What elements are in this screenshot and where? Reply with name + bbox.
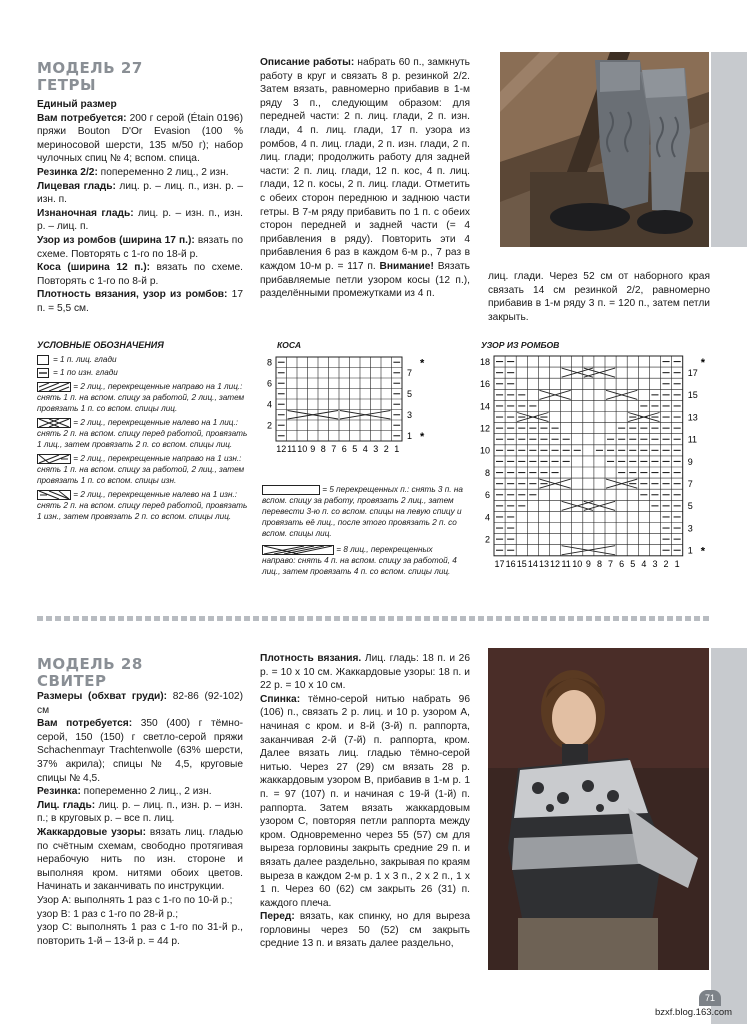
pattern-c-text: узор C: выполнять 1 раз с 1-го по 31-й р., повторить 1-й – 13-й р. = 44 р. xyxy=(37,922,243,947)
cable-text: вязать по схеме. Повторять с 1-го по 8-й р. xyxy=(37,262,243,287)
sizes-label: Размеры (обхват груди): xyxy=(37,691,168,702)
column-label: 10 xyxy=(297,444,308,454)
cross-right-knit-icon xyxy=(37,382,71,392)
jacquard-label: Жаккардовые узоры: xyxy=(37,826,146,838)
column-label: 16 xyxy=(505,558,516,569)
sweater-illustration xyxy=(488,648,709,970)
cross-left-knit-icon xyxy=(37,418,71,428)
column-label: 4 xyxy=(362,444,368,454)
section-divider xyxy=(37,616,710,621)
column-label: 13 xyxy=(538,558,549,569)
column-label: 5 xyxy=(352,444,358,454)
legend-item-cross-left-knit xyxy=(37,417,252,450)
stockinette-label: Лицевая гладь: xyxy=(37,180,116,192)
gauge28-text: Лиц. гладь: 18 п. и 26 р. = 10 х 10 см. Жаккардовые узоры: 18 п. и 22 р. = 10 х 10 см. xyxy=(260,653,470,692)
legend-item-knit xyxy=(37,354,252,365)
column-label: 6 xyxy=(341,444,347,454)
column-label: 3 xyxy=(652,558,658,569)
model27-col3 xyxy=(488,270,710,324)
rib28-text: попеременно 2 лиц., 2 изн. xyxy=(80,786,212,798)
materials-text: 200 г серой (Étain 0196) пряжи Bouton D'Or Evasion (100 % мериносовой шерсти, 135 м/50 г); набор чулочных спиц № 4; вспом. спица. xyxy=(37,112,243,165)
sweater-photo xyxy=(488,648,709,970)
legend-item-cross-left-purl-text: = 2 лиц., перекрещенные налево на 1 изн.: снять 2 п. на вспом. спицу перед работой, провязать 1 изн., затем провязать 2 п. со вспом. спицы лиц. xyxy=(37,490,248,521)
column-label: 5 xyxy=(630,558,636,569)
row-label-left: 16 xyxy=(479,379,490,390)
legend-item-purl xyxy=(37,367,252,378)
column-label: 4 xyxy=(641,558,647,569)
legend-item-cross-left-purl xyxy=(37,489,252,522)
column-label: 3 xyxy=(373,444,379,454)
column-label: 9 xyxy=(310,444,316,454)
knit-stitch-icon xyxy=(37,355,49,365)
row-label-left: 2 xyxy=(484,534,490,545)
column-label: 17 xyxy=(494,558,505,569)
column-label: 6 xyxy=(619,558,625,569)
row-label-left: 4 xyxy=(266,399,272,410)
repeat-marker-top: * xyxy=(700,356,705,369)
column-label: 11 xyxy=(561,558,571,569)
row-label-left: 18 xyxy=(479,356,490,367)
rib28-label: Резинка: xyxy=(37,786,81,798)
diamond-chart-title: УЗОР ИЗ РОМБОВ xyxy=(481,340,560,350)
legend-item-cross-left-knit-text: = 2 лиц., перекрещенные налево на 1 лиц.: снять 2 п. на вспом. спицу перед работой, провязать 1 лиц., затем провязать 2 п. со вспом. спицы лиц. xyxy=(37,418,248,449)
legend-item-cross-right-purl xyxy=(37,453,252,486)
five-cross-icon xyxy=(262,485,320,495)
diamond-text: вязать по схеме. Повторять с 1-го по 18-й р. xyxy=(37,234,243,260)
column-label: 12 xyxy=(276,444,287,454)
page-edge-strip-lower xyxy=(711,648,747,1024)
row-label-left: 2 xyxy=(266,420,272,431)
legend-item-purl-text: = 1 по изн. глади xyxy=(53,368,118,377)
gauge-text: 17 п. = 5,5 см. xyxy=(37,289,243,314)
row-label-left: 8 xyxy=(266,357,272,368)
model28-title-line2: СВИТЕР xyxy=(37,672,107,690)
column-label: 15 xyxy=(516,558,527,569)
column-label: 7 xyxy=(608,558,614,569)
page-number: 71 xyxy=(704,993,715,1003)
row-label-left: 6 xyxy=(266,378,272,389)
column-label: 12 xyxy=(550,558,561,569)
row-label-right: 9 xyxy=(687,456,693,467)
reverse-label: Изнаночная гладь: xyxy=(37,207,134,219)
cable-label: Коса (ширина 12 п.): xyxy=(37,262,150,274)
stockinette28-text: лиц. р. – лиц. п., изн. р. – изн. п.; в круговых р. – все п. лиц. xyxy=(37,799,243,825)
rib-label: Резинка 2/2: xyxy=(37,166,98,178)
legend-item-cross-right-knit xyxy=(37,381,252,414)
row-label-right: 13 xyxy=(687,412,698,423)
attention-label: Внимание! xyxy=(379,260,434,272)
model28-title-line1: МОДЕЛЬ 28 xyxy=(37,655,143,673)
row-label-left: 14 xyxy=(479,401,490,412)
stockinette-text: лиц. р. – лиц. п., изн. р. – изн. п. xyxy=(37,180,243,206)
front-label: Перед: xyxy=(260,911,295,923)
row-label-right: 7 xyxy=(407,367,413,378)
row-label-right: 5 xyxy=(687,501,693,512)
model27-col1 xyxy=(37,98,243,316)
model27-title xyxy=(37,60,143,94)
row-label-left: 8 xyxy=(484,467,490,478)
model28-col1 xyxy=(37,690,243,948)
gauge28-label: Плотность вязания. xyxy=(260,653,362,664)
cross-left-purl-icon xyxy=(37,490,71,500)
legend-item-knit-text: = 1 п. лиц. глади xyxy=(53,355,117,364)
legend-item-five-cross-text: = 5 перекрещенных п.: снять 3 п. на вспом. спицу за работу, провязать 2 лиц., затем перевести 3-ю п. со вспом. спицы на левую спицу и провязать её лиц., после этого провязать 2 п. со вспом. спицы лиц. xyxy=(262,485,463,538)
row-label-right: 11 xyxy=(687,434,698,445)
row-label-right: 17 xyxy=(687,367,698,378)
model27-col2 xyxy=(260,56,470,301)
row-label-right: 5 xyxy=(407,388,413,399)
repeat-marker-top: * xyxy=(420,357,425,370)
column-label: 1 xyxy=(394,444,400,454)
model27-title-line1: МОДЕЛЬ 27 xyxy=(37,59,143,77)
stockinette28-label: Лиц. гладь: xyxy=(37,799,96,811)
row-label-right: 1 xyxy=(407,430,413,441)
repeat-marker-bottom: * xyxy=(420,430,425,443)
row-label-right: 7 xyxy=(687,478,693,489)
row-label-left: 12 xyxy=(479,423,490,434)
front-text: вязать, как спинку, но для выреза горловины через 50 (52) см закрыть средние 13 п. и вязать далее раздельно, xyxy=(260,911,470,950)
cable-chart-title: КОСА xyxy=(277,340,302,350)
reverse-text: лиц. р. – изн. п., изн. р. – лиц. п. xyxy=(37,207,243,233)
description-label: Описание работы: xyxy=(260,57,355,68)
page-edge-strip xyxy=(711,52,747,247)
column-label: 8 xyxy=(596,558,602,569)
column-label: 8 xyxy=(320,444,326,454)
legwarmers-illustration xyxy=(500,52,709,247)
legend-list xyxy=(37,354,252,522)
repeat-marker-bottom: * xyxy=(700,545,705,558)
column-label: 10 xyxy=(572,558,583,569)
legend-item-cross-right-knit-text: = 2 лиц., перекрещенные направо на 1 лиц.: снять 1 п. на вспом. спицу за работой, 2 лиц., затем провязать 1 п. со вспом. спицы лиц. xyxy=(37,382,245,413)
column-label: 11 xyxy=(287,444,297,454)
description-text-1: набрать 60 п., замкнуть работу в круг и связать 8 р. резинкой 2/2. Затем вязать, равномерно прибавив в 1-м ряду 3 п., следующим образом: для передней части: 2 п. лиц. глади, 2 п. изн. глади, 4 п. лиц. глади, 17 п. узора из ромбов, 4 п. лиц. глади, 2 п. изн. глади, 2 п. лиц. глади; продолжить работу для задней части: 2 п. лиц. глади, 12 п. кос, 4 п. лиц. глади, 12 п. косы, 2 п. лиц. глади. Отметить с обеих сторон переднюю и заднюю части гетры. В 7-м ряду прибавить по 1 п. с обеих сторон передней и задней части (= 4 прибавления в ряду). Повторить эти 4 прибавления 6 раз в каждом 6-м р., 7 раз в каждом 10-м р. = 117 п. xyxy=(260,57,470,272)
column-label: 9 xyxy=(585,558,591,569)
back-label: Спинка: xyxy=(260,693,301,705)
materials-label: Вам потребуется: xyxy=(37,112,127,124)
column-label: 14 xyxy=(527,558,538,569)
column-label: 7 xyxy=(331,444,337,454)
eight-cross-icon xyxy=(262,545,334,555)
legend-item-eight-cross xyxy=(262,544,467,577)
pattern-b-text: узор B: 1 раз с 1-го по 28-й р.; xyxy=(37,908,179,920)
row-label-left: 6 xyxy=(484,490,490,501)
row-label-right: 3 xyxy=(687,523,693,534)
legend-item-eight-cross-text: = 8 лиц., перекрещенных направо: снять 4 п. на вспом. спицу за работой, 4 лиц., затем провязать 4 п. со вспом. спицы лиц. xyxy=(262,545,457,576)
row-label-right: 1 xyxy=(687,545,693,556)
back-text: тёмно-серой нитью набрать 96 (106) п., связать 2 р. лиц. и 10 р. узором A, начиная с кром. и 8-й (3-й) п. раппорта, заканчивая 2-й (7-й) п. раппорта, кром. Далее вязать лиц. гладью тёмно-серой нитью. Через 27 (29) см вязать 28 р. жаккардовым узором B, прибавив в 1-м р. 1 п. = 97 (107) п. и начиная с 19-й (1-й) п. раппорта. Затем вязать жаккардовым узором C, повторяя петли раппорта между кром. Одновременно через 55 (57) см для выреза горловины закрыть средние 29 п. и вязать далее раздельно, закрывая по краям выреза в каждом 2-м р. 1 х 3 п., 2 х 2 п., 1 х 1 п. Через 60 (62) см закрыть 26 (31) п. каждого плеча. xyxy=(260,693,471,909)
pattern-a-text: Узор A: выполнять 1 раз с 1-го по 10-й р.; xyxy=(37,894,233,906)
watermark: bzxf.blog.163.com xyxy=(655,1007,733,1018)
purl-stitch-icon xyxy=(37,368,49,378)
legend-item-cross-right-purl-text: = 2 лиц., перекрещенные направо на 1 изн.: снять 1 п. на вспом. спицу за работой, 2 лиц., затем провязать 1 п. со вспом. спицы изн. xyxy=(37,454,245,485)
materials28-label: Вам потребуется: xyxy=(37,718,133,730)
gauge-label: Плотность вязания, узор из ромбов: xyxy=(37,289,228,301)
row-label-right: 15 xyxy=(687,390,698,401)
legwarmers-photo xyxy=(500,52,709,247)
row-label-left: 10 xyxy=(479,445,490,456)
legend-heading: УСЛОВНЫЕ ОБОЗНАЧЕНИЯ xyxy=(37,340,164,350)
cable-chart xyxy=(258,353,448,463)
size-heading: Единый размер xyxy=(37,99,117,110)
legend-item-five-cross xyxy=(262,484,467,539)
materials28-text: 350 (400) г тёмно-серой, 150 (150) г светло-серой пряжи Schachenmayr Trachtenwolle (63% шерсти, 37% акрила); спицы № 4,5, круговые спицы № 4,5. xyxy=(37,718,243,784)
jacquard-text: вязать лиц. гладью по счётным схемам, свободно протягивая нерабочую нить по изн. стороне и выполняя кром. нитями обоих цветов. Начинать и заканчивать по инструкции. xyxy=(37,826,244,893)
page-number-badge xyxy=(699,990,721,1006)
sizes-text: 82-86 (92-102) см xyxy=(37,691,243,716)
rib-text: попеременно 2 лиц., 2 изн. xyxy=(97,166,229,178)
model28-col2 xyxy=(260,652,470,951)
model28-title xyxy=(37,656,143,690)
description-text-2: Вязать прибавляемые петли узором косы (12 п.), разделёнными промежутками из 4 п. xyxy=(260,260,470,300)
diamond-label: Узор из ромбов (ширина 17 п.): xyxy=(37,234,195,246)
cross-right-purl-icon xyxy=(37,454,71,464)
row-label-left: 4 xyxy=(484,512,490,523)
description-text-3: лиц. глади. Через 52 см от наборного края связать 14 см резинкой 2/2, равномерно прибавив в 1-м ряду 3 п. = 120 п., затем петли закрыть. xyxy=(488,271,710,323)
column-label: 1 xyxy=(674,558,680,569)
model27-title-line2: ГЕТРЫ xyxy=(37,76,97,94)
row-label-right: 3 xyxy=(407,409,413,420)
column-label: 2 xyxy=(383,444,389,454)
diamond-chart xyxy=(474,353,714,575)
column-label: 2 xyxy=(663,558,669,569)
